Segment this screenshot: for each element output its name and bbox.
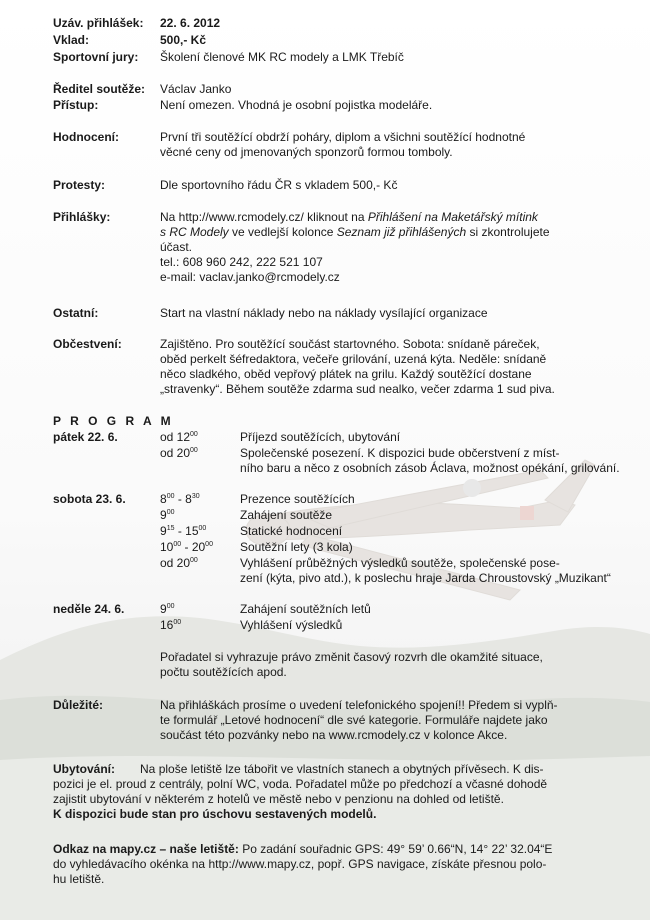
prihlasky-email[interactable]: e-mail: vaclav.janko@rcmodely.cz	[160, 270, 340, 284]
event-line: Společenské posezení. K dispozici bude občerstvení z míst-	[240, 446, 560, 460]
time-sunday-2	[160, 618, 181, 633]
time-minutes: 00	[166, 509, 175, 516]
event-line: ního baru a něco z osobních zásob Áclava, možnost opékání, grilování.	[240, 461, 620, 475]
ubytovani-text: Na ploše letiště lze tábořit ve vlastních stanech a obytných přívěsech. K dis-	[140, 762, 544, 776]
ubytovani-first-line	[53, 762, 623, 777]
time-friday-1	[160, 430, 198, 445]
prihlasky-text: ve vedlejší kolonce	[228, 225, 337, 239]
time-saturday-2	[160, 508, 174, 523]
time-minutes: 00	[205, 541, 213, 548]
prihlasky-link-text[interactable]: s RC Modely	[160, 225, 229, 239]
event-saturday-5	[240, 556, 611, 586]
value-reditel: Václav Janko	[160, 82, 232, 96]
obcerstveni-line: něco sladkého, oběd vepřový plátek na grilu. Každý soutěžící dostane	[160, 367, 532, 381]
label-protesty: Protesty:	[53, 178, 106, 192]
time-text: od 20	[160, 446, 191, 460]
program-title: P R O G R A M	[53, 414, 174, 428]
time-minutes: 00	[190, 447, 198, 454]
time-minutes: 30	[191, 493, 200, 500]
event-saturday-2: Zahájení soutěže	[240, 508, 333, 522]
prihlasky-text: Na http://www.rcmodely.cz/ kliknout na	[160, 210, 368, 224]
time-friday-2	[160, 446, 198, 461]
note-line: počtu soutěžících apod.	[160, 665, 287, 679]
ubytovani-block	[53, 762, 623, 822]
time-text: - 15	[174, 524, 199, 538]
mapa-block	[53, 842, 623, 887]
time-minutes: 00	[190, 557, 198, 564]
label-reditel: Ředitel soutěže:	[53, 82, 146, 96]
prihlasky-list-text[interactable]: Seznam již přihlášených	[336, 225, 467, 239]
mapa-first-line	[53, 842, 623, 857]
label-vklad: Vklad:	[53, 33, 90, 47]
prihlasky-line	[160, 210, 615, 225]
mapa-line: hu letiště.	[53, 872, 105, 886]
event-sunday-1: Zahájení soutěžních letů	[240, 602, 371, 616]
time-text: - 8	[174, 492, 192, 506]
time-sunday-1	[160, 602, 174, 617]
day-saturday: sobota 23. 6.	[53, 492, 126, 506]
day-sunday: neděle 24. 6.	[53, 602, 125, 616]
value-obcerstveni	[160, 337, 615, 397]
ubytovani-line: pozici je el. proud z centrály, polní WC, voda. Pořadatel může po předchozí a včasné dohodě	[53, 777, 548, 791]
time-minutes: 00	[190, 431, 198, 438]
time-minutes: 00	[173, 541, 182, 548]
time-minutes: 00	[198, 525, 207, 532]
time-minutes: 00	[173, 619, 182, 626]
value-jury: Školení členové MK RC modely a LMK Třebíč	[160, 50, 404, 64]
event-friday-2	[240, 446, 620, 476]
time-minutes: 00	[166, 603, 175, 610]
label-jury: Sportovní jury:	[53, 50, 139, 64]
time-text: od 20	[160, 556, 191, 570]
value-ostatni: Start na vlastní náklady nebo na náklady vysílající organizace	[160, 306, 488, 320]
time-text: 10	[160, 540, 174, 554]
label-ostatni: Ostatní:	[53, 306, 99, 320]
label-prihlasky: Přihlášky:	[53, 210, 111, 224]
hodnoceni-line: První tři soutěžící obdrží poháry, diplom a všichni soutěžící hodnotné	[160, 130, 526, 144]
mapa-text: Po zadání souřadnic GPS: 49° 59’ 0.66“N, 14° 22’ 32.04“E	[238, 842, 553, 856]
time-text: 16	[160, 618, 174, 632]
hodnoceni-line: věcné ceny od jmenovaných sponzorů formou tomboly.	[160, 145, 453, 159]
label-pristup: Přístup:	[53, 98, 99, 112]
label-mapa: Odkaz na mapy.cz – naše letiště:	[53, 842, 239, 856]
time-saturday-5	[160, 556, 198, 571]
time-text: 9	[160, 508, 167, 522]
time-text: 9	[160, 602, 167, 616]
program-note	[160, 650, 543, 680]
prihlasky-link-text[interactable]: Přihlášení na Maketářský mítink	[367, 210, 538, 224]
time-text: 8	[160, 492, 167, 506]
event-line: zení (kýta, pivo atd.), k poslechu hraje Jarda Chroustovský „Muzikant“	[240, 571, 611, 585]
obcerstveni-line: Zajištěno. Pro soutěžící součást startovného. Sobota: snídaně páreček,	[160, 337, 540, 351]
event-friday-1: Příjezd soutěžících, ubytování	[240, 430, 401, 444]
value-hodnoceni	[160, 130, 615, 160]
event-sunday-2: Vyhlášení výsledků	[240, 618, 343, 632]
label-uzaverka: Uzáv. přihlášek:	[53, 16, 144, 30]
prihlasky-phone: tel.: 608 960 242, 222 521 107	[160, 255, 323, 269]
label-obcerstveni: Občestvení:	[53, 337, 122, 351]
event-saturday-3: Statické hodnocení	[240, 524, 343, 538]
value-uzaverka: 22. 6. 2012	[160, 16, 221, 30]
label-hodnoceni: Hodnocení:	[53, 130, 119, 144]
dulezite-line: součást této pozvánky nebo na www.rcmodely.cz v kolonce Akce.	[160, 728, 508, 742]
value-dulezite	[160, 698, 615, 743]
event-saturday-4: Soutěžní lety (3 kola)	[240, 540, 353, 554]
time-text: od 12	[160, 430, 191, 444]
dulezite-line: te formulář „Letové hodnocení“ dle své kategorie. Formuláře najdete jako	[160, 713, 548, 727]
value-pristup: Není omezen. Vhodná je osobní pojistka modeláře.	[160, 98, 433, 112]
time-text: 9	[160, 524, 167, 538]
value-vklad: 500,- Kč	[160, 33, 207, 47]
prihlasky-line	[160, 225, 615, 240]
dulezite-line: Na přihláškách prosíme o uvedení telefonického spojení!! Předem si vyplň-	[160, 698, 558, 712]
obcerstveni-line: „stravenky“. Během soutěže zdarma sud nealko, večer zdarma 1 sud piva.	[160, 382, 555, 396]
prihlasky-line: účast.	[160, 240, 193, 254]
label-dulezite: Důležité:	[53, 698, 104, 712]
obcerstveni-line: oběd perkelt šéfredaktora, večeře grilování, uzená kýta. Neděle: snídaně	[160, 352, 547, 366]
ubytovani-line: zajistit ubytování v některém z hotelů ve městě nebo v penzionu na dohled od letiště.	[53, 792, 504, 806]
time-minutes: 15	[166, 525, 175, 532]
day-friday: pátek 22. 6.	[53, 430, 118, 444]
value-protesty: Dle sportovního řádu ČR s vkladem 500,- Kč	[160, 178, 398, 192]
ubytovani-line-bold: K dispozici bude stan pro úschovu sestavených modelů.	[53, 807, 377, 821]
label-ubytovani: Ubytování:	[53, 762, 116, 776]
prihlasky-text: si zkontrolujete	[466, 225, 550, 239]
time-minutes: 00	[166, 493, 175, 500]
time-saturday-4	[160, 540, 213, 555]
time-saturday-1	[160, 492, 200, 507]
event-saturday-1: Prezence soutěžících	[240, 492, 355, 506]
event-line: Vyhlášení průběžných výsledků soutěže, společenské pose-	[240, 556, 560, 570]
time-text: - 20	[181, 540, 206, 554]
mapa-line: do vyhledávacího okénka na http://www.mapy.cz, popř. GPS navigace, získáte přesnou polo-	[53, 857, 547, 871]
time-saturday-3	[160, 524, 206, 539]
value-prihlasky	[160, 210, 615, 285]
note-line: Pořadatel si vyhrazuje právo změnit časový rozvrh dle okamžité situace,	[160, 650, 543, 664]
